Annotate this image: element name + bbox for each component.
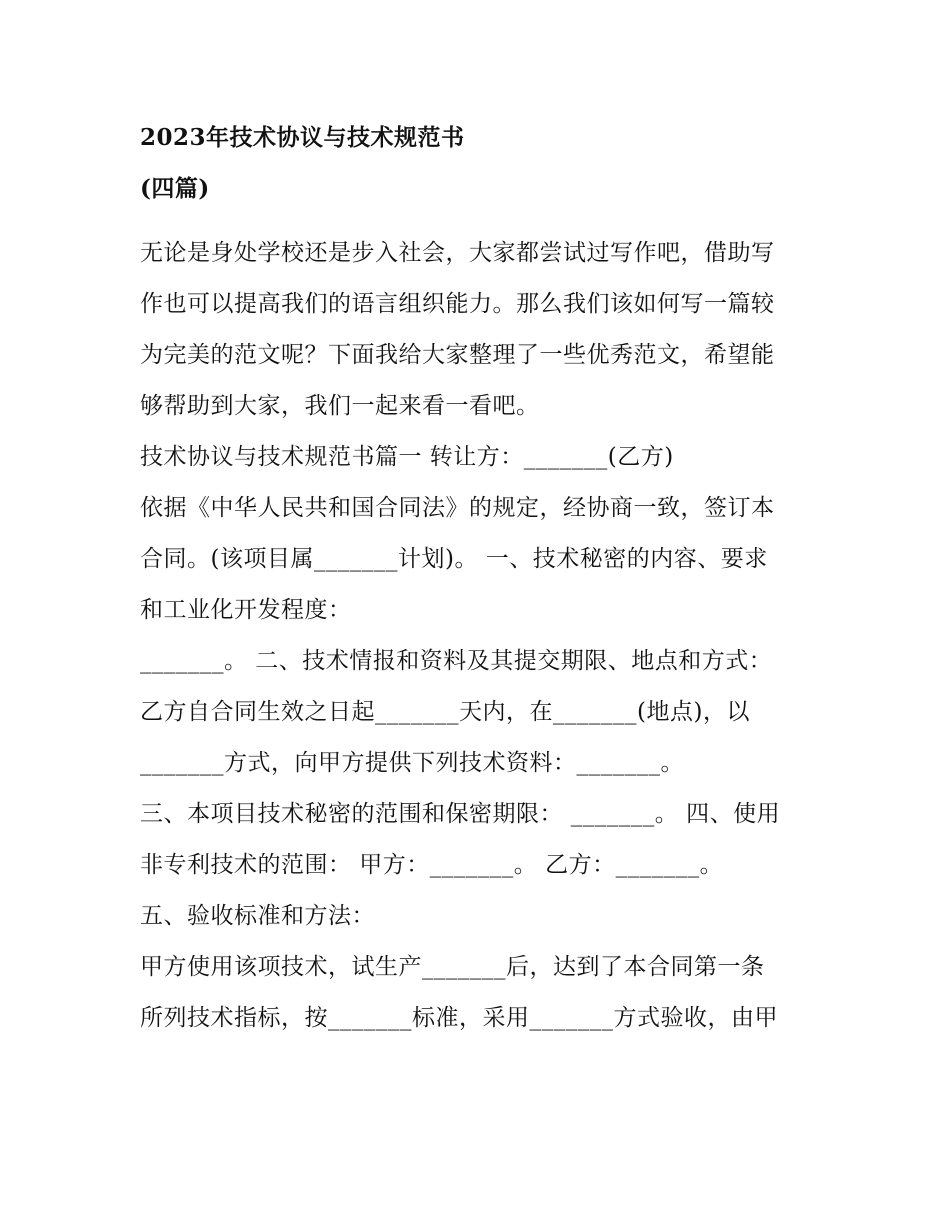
document-page — [140, 112, 812, 1044]
document-title — [140, 112, 812, 214]
body-line: 非专利技术的范围： 甲方：_______。 乙方：_______。 — [140, 852, 724, 878]
body-line: 甲方使用该项技术，试生产_______后，达到了本合同第一条 — [140, 954, 765, 980]
body-line: _______。 二、技术情报和资料及其提交期限、地点和方式： — [140, 648, 773, 674]
title-line: (四篇) — [140, 175, 210, 202]
body-line: 为完美的范文呢？下面我给大家整理了一些优秀范文，希望能 — [140, 342, 775, 368]
body-line: 作也可以提高我们的语言组织能力。那么我们该如何写一篇较 — [140, 291, 775, 317]
body-line: 和工业化开发程度： — [140, 597, 352, 623]
document-body — [140, 228, 812, 1044]
body-line: 三、本项目技术秘密的范围和保密期限： _______。 四、使用 — [140, 801, 781, 827]
body-line: 所列技术指标，按_______标准，采用_______方式验收，由甲 — [140, 1005, 778, 1031]
body-line: 五、验收标准和方法： — [140, 903, 375, 929]
body-line: 够帮助到大家，我们一起来看一看吧。 — [140, 393, 540, 419]
body-line: 合同。(该项目属_______计划)。 一、技术秘密的内容、要求 — [140, 546, 768, 572]
body-line: _______方式，向甲方提供下列技术资料：_______。 — [140, 750, 684, 776]
body-line: 依据《中华人民共和国合同法》的规定，经协商一致，签订本 — [140, 495, 775, 521]
body-line: 无论是身处学校还是步入社会，大家都尝试过写作吧，借助写 — [140, 240, 775, 266]
body-line: 乙方自合同生效之日起_______天内，在_______(地点)，以 — [140, 699, 750, 725]
body-line: 技术协议与技术规范书篇一 转让方：_______(乙方) — [140, 444, 674, 470]
title-line: 2023年技术协议与技术规范书 — [140, 124, 465, 151]
